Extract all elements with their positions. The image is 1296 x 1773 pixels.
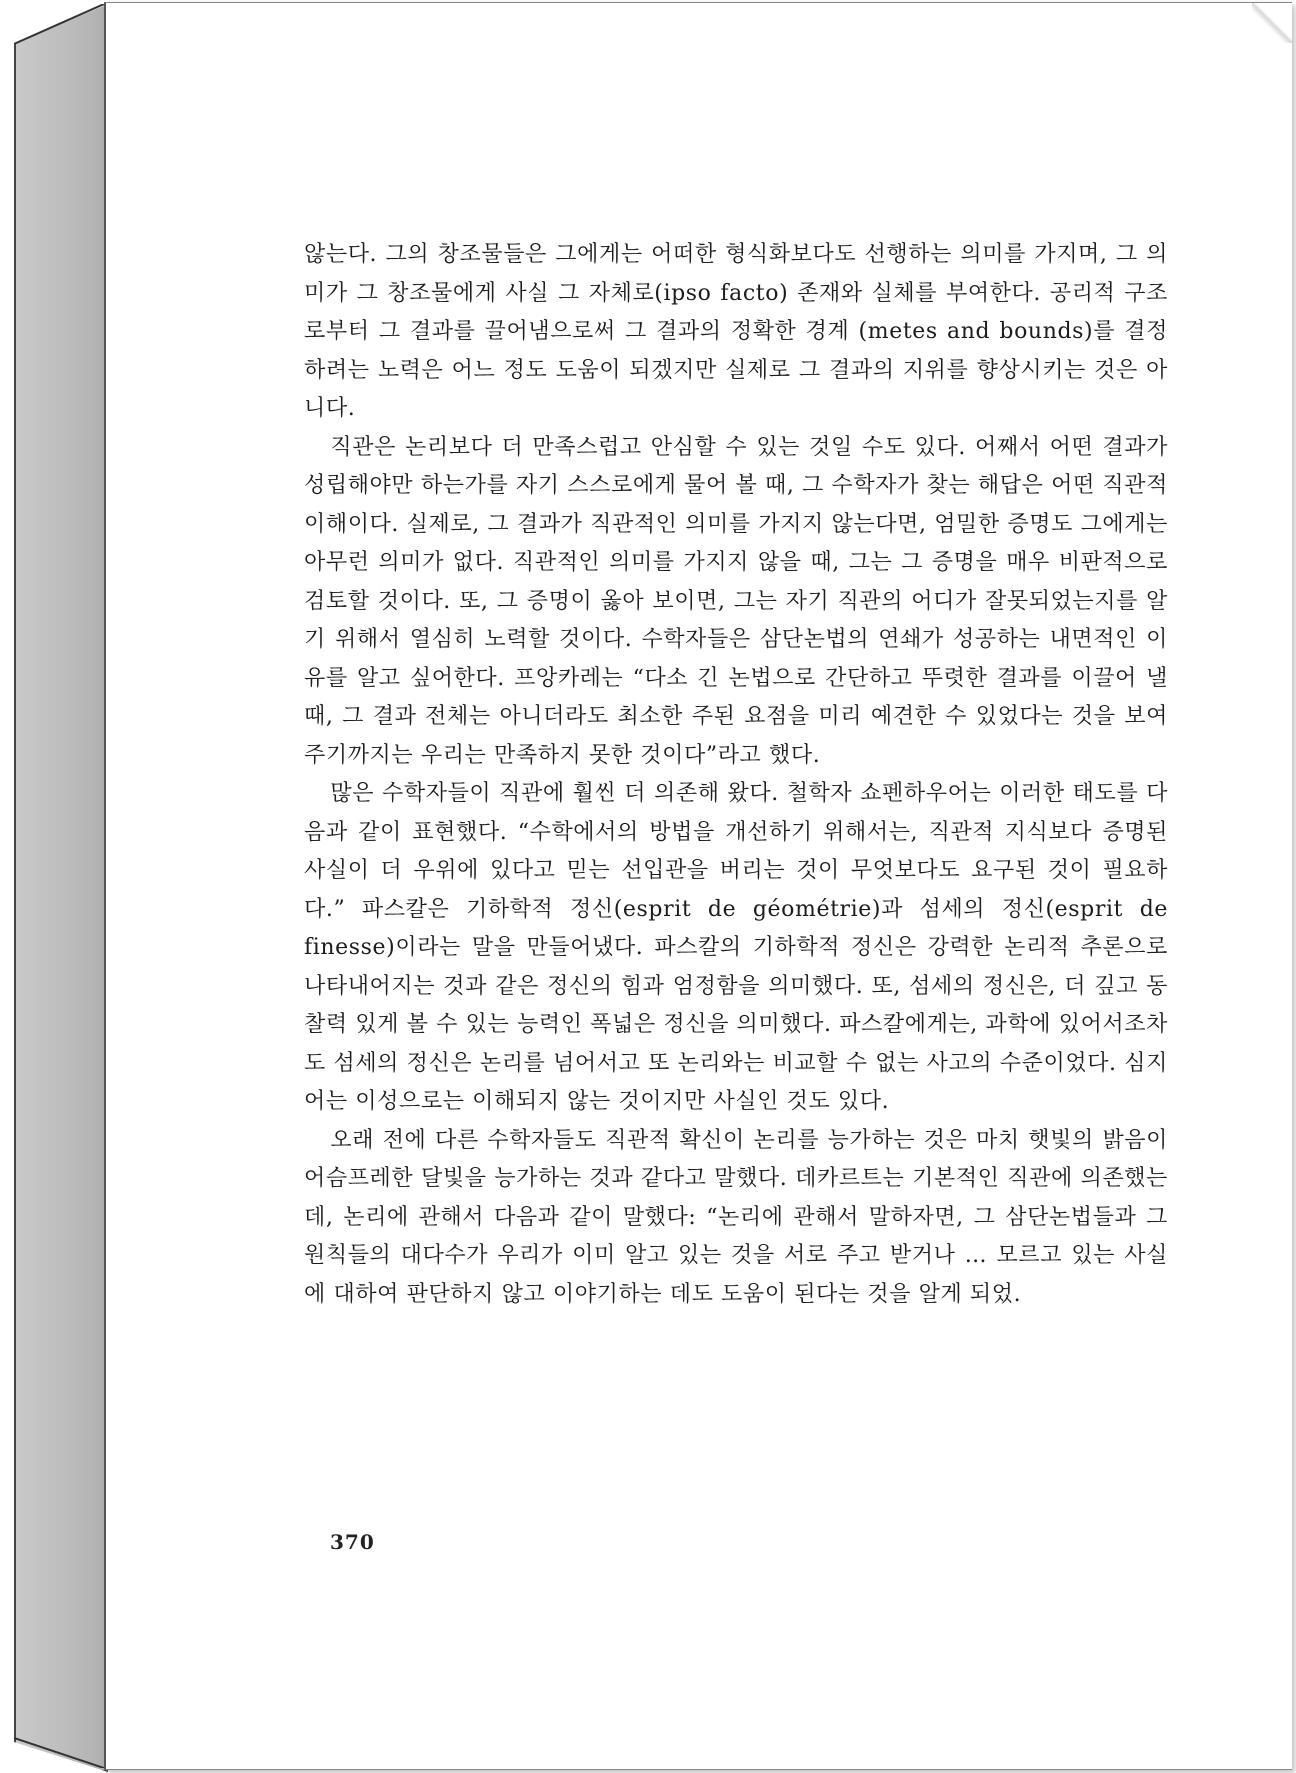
paragraph-1: 않는다. 그의 창조물들은 그에게는 어떠한 형식화보다도 선행하는 의미를 가지며, 그 의미가 그 창조물에게 사실 그 자체로(ipso facto) 존재와 실체를 부여한다. 공리적 구조로부터 그 결과를 끌어냄으로써 그 결과의 정확한 경계 (metes and bounds)를 결정하려는 노력은 어느 정도 도움이 되겠지만 실제로 그 결과의 지위를 향상시키는 것은 아니다.: [304, 242, 1168, 421]
book-spine: [14, 4, 108, 1772]
body-text: [304, 236, 1168, 1314]
paragraph-4: 오래 전에 다른 수학자들도 직관적 확신이 논리를 능가하는 것은 마치 햇빛의 밝음이 어슴프레한 달빛을 능가하는 것과 같다고 말했다. 데카르트는 기본적인 직관에 의존했는데, 논리에 관해서 다음과 같이 말했다: “논리에 관해서 말하자면, 그 삼단논법들과 그 원칙들의 대다수가 우리가 이미 알고 있는 것을 서로 주고 받거나 … 모르고 있는 사실에 대하여 판단하지 않고 이야기하는 데도 도움이 된다는 것을 알게 되었.: [304, 1127, 1168, 1307]
paragraph-2: 직관은 논리보다 더 만족스럽고 안심할 수 있는 것일 수도 있다. 어째서 어떤 결과가 성립해야만 하는가를 자기 스스로에게 물어 볼 때, 그 수학자가 찾는 해답은 어떤 직관적 이해이다. 실제로, 그 결과가 직관적인 의미를 가지지 않는다면, 엄밀한 증명도 그에게는 아무런 의미가 없다. 직관적인 의미를 가지지 않을 때, 그는 그 증명을 매우 비판적으로 검토할 것이다. 또, 그 증명이 옳아 보이면, 그는 자기 직관의 어디가 잘못되었는지를 알기 위해서 열심히 노력할 것이다. 수학자들은 삼단논법의 연쇄가 성공하는 내면적인 이유를 알고 싶어한다. 프앙카레는 “다소 긴 논법으로 간단하고 뚜렷한 결과를 이끌어 낼 때, 그 결과 전체는 아니더라도 최소한 주된 요점을 미리 예견한 수 있었다는 것을 보여 주기까지는 우리는 만족하지 못한 것이다”라고 했다.: [304, 434, 1168, 768]
paragraph-3: 많은 수학자들이 직관에 훨씬 더 의존해 왔다. 철학자 쇼펜하우어는 이러한 태도를 다음과 같이 표현했다. “수학에서의 방법을 개선하기 위해서는, 직관적 지식보다 증명된 사실이 더 우위에 있다고 믿는 선입관을 버리는 것이 무엇보다도 요구된 것이 필요하다.” 파스칼은 기하학적 정신(esprit de géométrie)과 섬세의 정신(esprit de finesse)이라는 말을 만들어냈다. 파스칼의 기하학적 정신은 강력한 논리적 추론으로 나타내어지는 것과 같은 정신의 힘과 엄정함을 의미했다. 또, 섬세의 정신은, 더 깊고 동찰력 있게 볼 수 있는 능력인 폭넓은 정신을 의미했다. 파스칼에게는, 과학에 있어서조차도 섬세의 정신은 논리를 넘어서고 또 논리와는 비교할 수 없는 사고의 수준이었다. 심지어는 이성으로는 이해되지 않는 것이지만 사실인 것도 있다.: [304, 781, 1168, 1114]
page-corner-curl: [1252, 3, 1292, 43]
page-number: 370: [330, 1530, 375, 1554]
